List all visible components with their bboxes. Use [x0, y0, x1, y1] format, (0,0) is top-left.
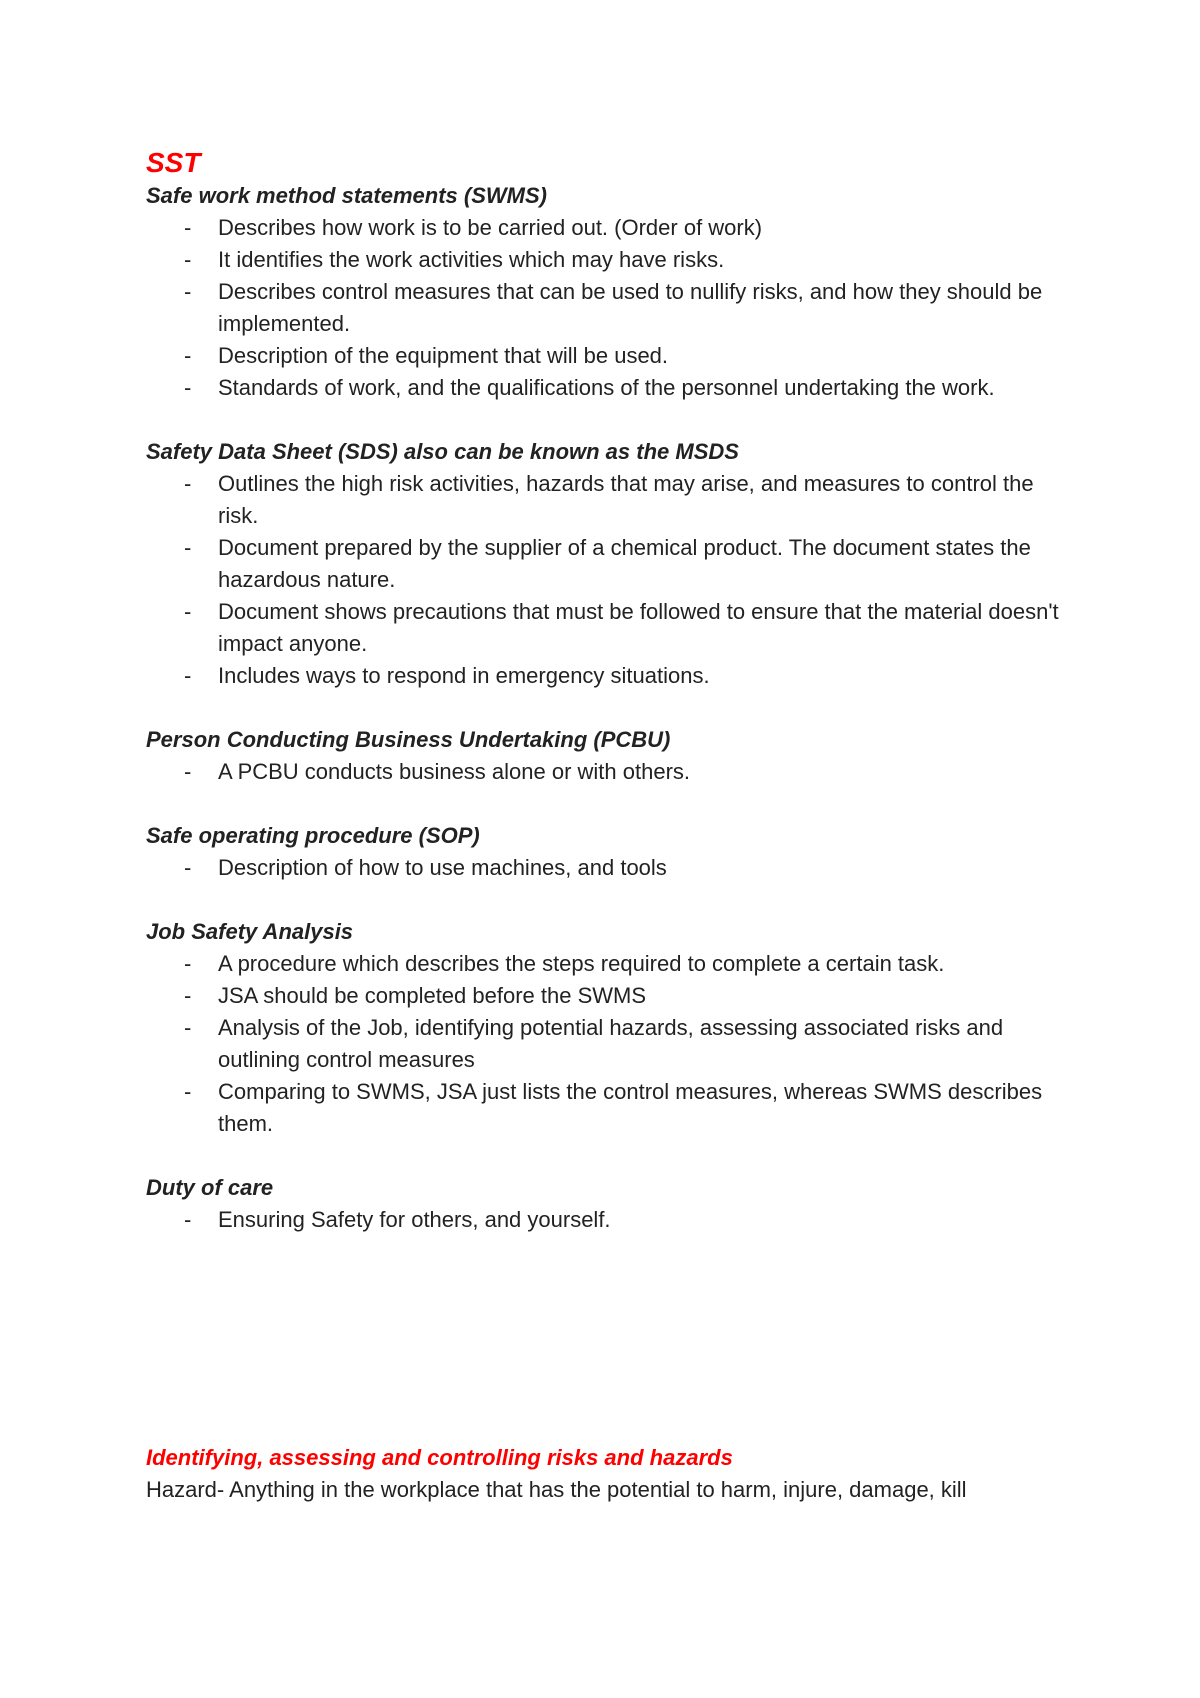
bullet-dash: - [184, 247, 192, 272]
list-item [146, 756, 1066, 788]
bullet-dash: - [184, 983, 192, 1008]
list-item [146, 948, 1066, 980]
list-item [146, 244, 1066, 276]
section-heading: Safety Data Sheet (SDS) also can be known as the MSDS [146, 439, 739, 464]
bullet-dash: - [184, 663, 192, 688]
section-sds [146, 436, 1066, 692]
list-item-text: Description of how to use machines, and tools [218, 855, 667, 880]
section-swms [146, 180, 1066, 404]
hazard-definition: Hazard- Anything in the workplace that has the potential to harm, injure, damage, kill [146, 1477, 967, 1502]
list-item [146, 852, 1066, 884]
list-item [146, 532, 1066, 596]
list-item-text: Standards of work, and the qualifications of the personnel undertaking the work. [218, 375, 995, 400]
list-item [146, 596, 1066, 660]
list-item-text: Outlines the high risk activities, hazards that may arise, and measures to control the risk. [218, 471, 1034, 528]
bullet-dash: - [184, 599, 192, 624]
list-item-text: Document prepared by the supplier of a chemical product. The document states the hazardous nature. [218, 535, 1031, 592]
list-item [146, 340, 1066, 372]
bullet-list [146, 756, 1066, 788]
bullet-dash: - [184, 1207, 192, 1232]
bullet-dash: - [184, 215, 192, 240]
page-spacer [146, 1236, 1066, 1442]
risks-heading: Identifying, assessing and controlling risks and hazards [146, 1445, 733, 1470]
section-jsa [146, 916, 1066, 1140]
bullet-dash: - [184, 855, 192, 880]
section-heading: Job Safety Analysis [146, 919, 354, 944]
bullet-dash: - [184, 1079, 192, 1104]
section-duty-of-care [146, 1172, 1066, 1236]
section-heading: Safe work method statements (SWMS) [146, 183, 547, 208]
list-item [146, 1204, 1066, 1236]
bullet-list [146, 852, 1066, 884]
list-item-text: Document shows precautions that must be followed to ensure that the material doesn't impact anyone. [218, 599, 1059, 656]
list-item [146, 276, 1066, 340]
list-item [146, 1012, 1066, 1076]
list-item [146, 980, 1066, 1012]
bullet-dash: - [184, 375, 192, 400]
list-item [146, 1076, 1066, 1140]
bullet-dash: - [184, 343, 192, 368]
document-title: SST [146, 147, 201, 178]
list-item-text: Ensuring Safety for others, and yourself. [218, 1207, 611, 1232]
list-item-text: It identifies the work activities which may have risks. [218, 247, 725, 272]
list-item [146, 468, 1066, 532]
bullet-dash: - [184, 951, 192, 976]
section-pcbu [146, 724, 1066, 788]
section-heading: Person Conducting Business Undertaking (PCBU) [146, 727, 671, 752]
section-heading: Safe operating procedure (SOP) [146, 823, 480, 848]
list-item-text: A PCBU conducts business alone or with others. [218, 759, 691, 784]
section-heading: Duty of care [146, 1175, 274, 1200]
list-item-text: Describes how work is to be carried out. (Order of work) [218, 215, 763, 240]
list-item [146, 660, 1066, 692]
bullet-dash: - [184, 759, 192, 784]
document-page [146, 146, 1066, 1506]
list-item-text: Describes control measures that can be used to nullify risks, and how they should be implemented. [218, 279, 1043, 336]
list-item-text: Comparing to SWMS, JSA just lists the control measures, whereas SWMS describes them. [218, 1079, 1043, 1136]
bullet-dash: - [184, 1015, 192, 1040]
list-item-text: Description of the equipment that will be used. [218, 343, 669, 368]
bullet-list [146, 468, 1066, 692]
list-item-text: JSA should be completed before the SWMS [218, 983, 647, 1008]
bullet-dash: - [184, 471, 192, 496]
list-item-text: Includes ways to respond in emergency situations. [218, 663, 710, 688]
list-item [146, 372, 1066, 404]
bullet-dash: - [184, 279, 192, 304]
section-risks [146, 1442, 1066, 1506]
bullet-list [146, 212, 1066, 404]
bullet-list [146, 1204, 1066, 1236]
list-item-text: A procedure which describes the steps required to complete a certain task. [218, 951, 945, 976]
section-sop [146, 820, 1066, 884]
bullet-list [146, 948, 1066, 1140]
list-item [146, 212, 1066, 244]
list-item-text: Analysis of the Job, identifying potential hazards, assessing associated risks and outlining control measures [218, 1015, 1004, 1072]
bullet-dash: - [184, 535, 192, 560]
